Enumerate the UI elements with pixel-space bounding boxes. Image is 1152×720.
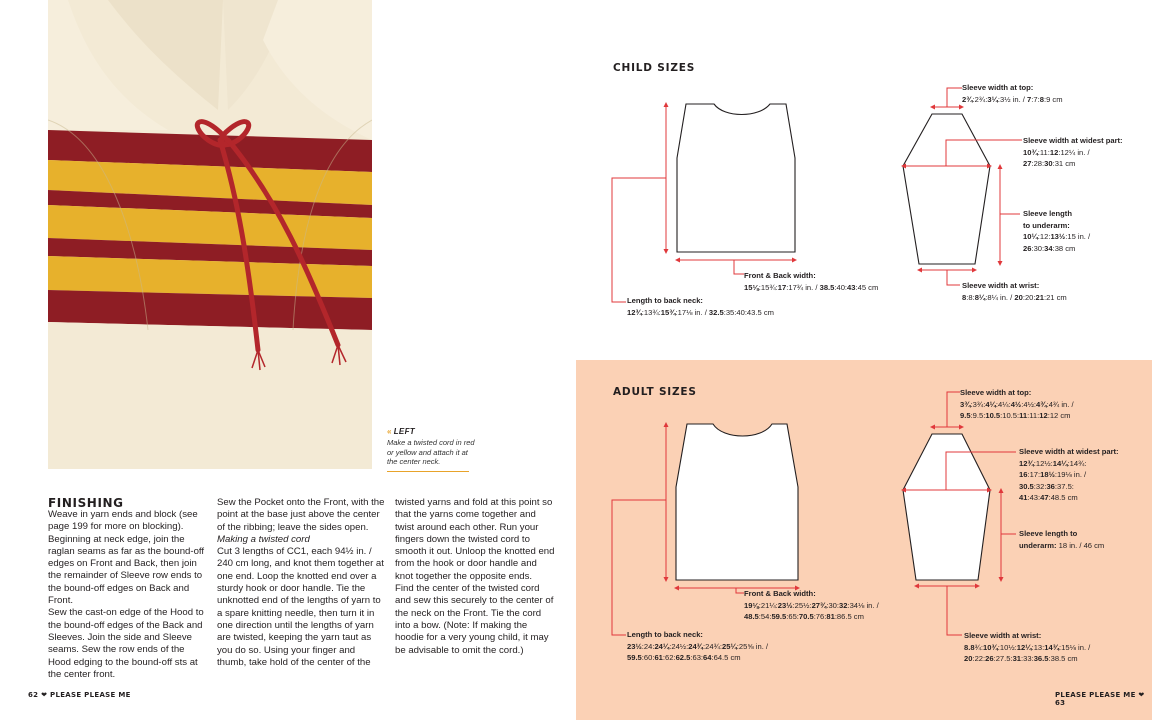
sweater-photo — [48, 0, 372, 469]
adult-top-width-label: Sleeve width at top: 3¾:3¾:4¼:4¼:4½:4½:4¾:4¾ in. / 9.5:9.5:10.5:10.5:11:11:12:12 cm — [960, 388, 1074, 420]
page-number: 63 — [1055, 699, 1066, 707]
finishing-paragraph: Find the center of the twisted cord and sew this securely to the center of the neck on the Front. Tie the cord into a bow. (Note: If making the hoodie for a very young child, it may be advisable to omit the cord.) — [395, 583, 554, 656]
twisted-cord-subheading: Making a twisted cord — [217, 533, 310, 545]
heart-icon: ❤ — [41, 691, 48, 699]
running-title: PLEASE PLEASE ME — [1055, 691, 1136, 699]
finishing-paragraph: Sew the Pocket onto the Front, with the point at the base just above the center of the ribbing; leave the sides open. — [217, 497, 385, 533]
child-underarm-label: Sleeve length to underarm: 10¼:12:13½:15 in. / 26:30:34:38 cm — [1023, 209, 1091, 253]
double-chevron-left-icon: « — [387, 427, 392, 436]
child-front-width-label: Front & Back width: 15⅛:15¾:17:17¾ in. / 38.5:40:43:45 cm — [744, 271, 879, 292]
finishing-column-2 — [217, 497, 385, 669]
finishing-paragraph: twisted yarns and fold at this point so that the yarns come together and twist around each other. Run your fingers down the twisted cord to smooth it out. Unloop the knotted end from the hook or door handle and knot together the opposite ends. — [395, 497, 555, 582]
caption-rule — [387, 471, 469, 472]
adult-widest-label: Sleeve width at widest part: 12¾:12½:14¼:14¾: 16:17:18½:19⅛ in. / 30.5:32:36:37.5: 41:43:47:48.5 cm — [1019, 447, 1119, 502]
finishing-paragraph: Weave in yarn ends and block (see page 199 for more on blocking). — [48, 509, 198, 533]
finishing-paragraph: Beginning at neck edge, join the raglan seams as far as the bound-off edges on Front and Back, then join the remainder of Sleeve row ends to the bound-off edges on Back and Front. — [48, 533, 205, 607]
caption-text: Make a twisted cord in red or yellow and attach it at the center neck. — [387, 438, 475, 466]
photo-caption — [387, 427, 477, 472]
adult-underarm-label: Sleeve length to underarm: 18 in. / 46 cm — [1019, 529, 1105, 550]
left-page-footer — [28, 691, 131, 699]
child-wrist-label: Sleeve width at wrist: 8:8:8¼:8¼ in. / 20:20:21:21 cm — [962, 281, 1067, 302]
adult-sizes-heading: ADULT SIZES — [613, 386, 697, 398]
child-body-outline — [677, 104, 795, 252]
child-widest-label: Sleeve width at widest part: 10¾:11:12:12¼ in. / 27:28:30:31 cm — [1023, 136, 1123, 168]
adult-length-label: Length to back neck: 23½:24:24¼:24½:24¾:24¾:25¼:25⅝ in. / 59.5:60:61:62:62.5:63:64:64.5 cm — [627, 630, 769, 662]
running-title: PLEASE PLEASE ME — [50, 691, 131, 699]
caption-heading — [387, 427, 477, 436]
finishing-paragraph: Sew the cast-on edge of the Hood to the bound-off edges of the Back and Sleeves. Join the side and Sleeve seams. Sew the row ends of the Hood edging to the bound-off sts at the center front. — [48, 607, 204, 680]
finishing-paragraph: Cut 3 lengths of CC1, each 94½ in. / 240 cm long, and knot them together at one end. Loop the knotted end over a sturdy hook or door handle. Tie the unknotted end of the lengths of yarn to a spare knitting needle, then turn it in one direction until the lengths of yarn are twisted, keeping the yarn taut as you do so. Using your finger and thumb, take hold of the center of the — [217, 546, 384, 668]
child-length-label: Length to back neck: 12¾:13¾:15¾:17⅛ in. / 32.5:35:40:43.5 cm — [627, 296, 774, 317]
heart-icon: ❤ — [1138, 691, 1145, 699]
caption-heading-text: LEFT — [393, 427, 415, 436]
finishing-column-3 — [395, 497, 555, 657]
adult-front-width-label: Front & Back width: 19⅛:21¼:23½:25½:27¾:30:32:34⅛ in. / 48.5:54:59.5:65:70.5:76:81:86.5 cm — [744, 589, 879, 621]
child-sizes-heading: CHILD SIZES — [613, 62, 696, 74]
adult-wrist-label: Sleeve width at wrist: 8.8¾:10¾:10½:12¼:13:14¾:15⅛ in. / 20:22:26:27.5:31:33:36.5:38.5 cm — [964, 631, 1091, 663]
page-number: 62 — [28, 691, 39, 699]
child-sleeve-outline — [903, 114, 990, 264]
child-top-width-label: Sleeve width at top: 2¾:2¾:3¼:3½ in. / 7:7:8:9 cm — [962, 83, 1063, 104]
finishing-column-1 — [48, 509, 208, 681]
right-page-footer — [1055, 691, 1152, 707]
adult-body-outline — [676, 424, 798, 580]
finishing-heading: FINISHING — [48, 496, 124, 510]
